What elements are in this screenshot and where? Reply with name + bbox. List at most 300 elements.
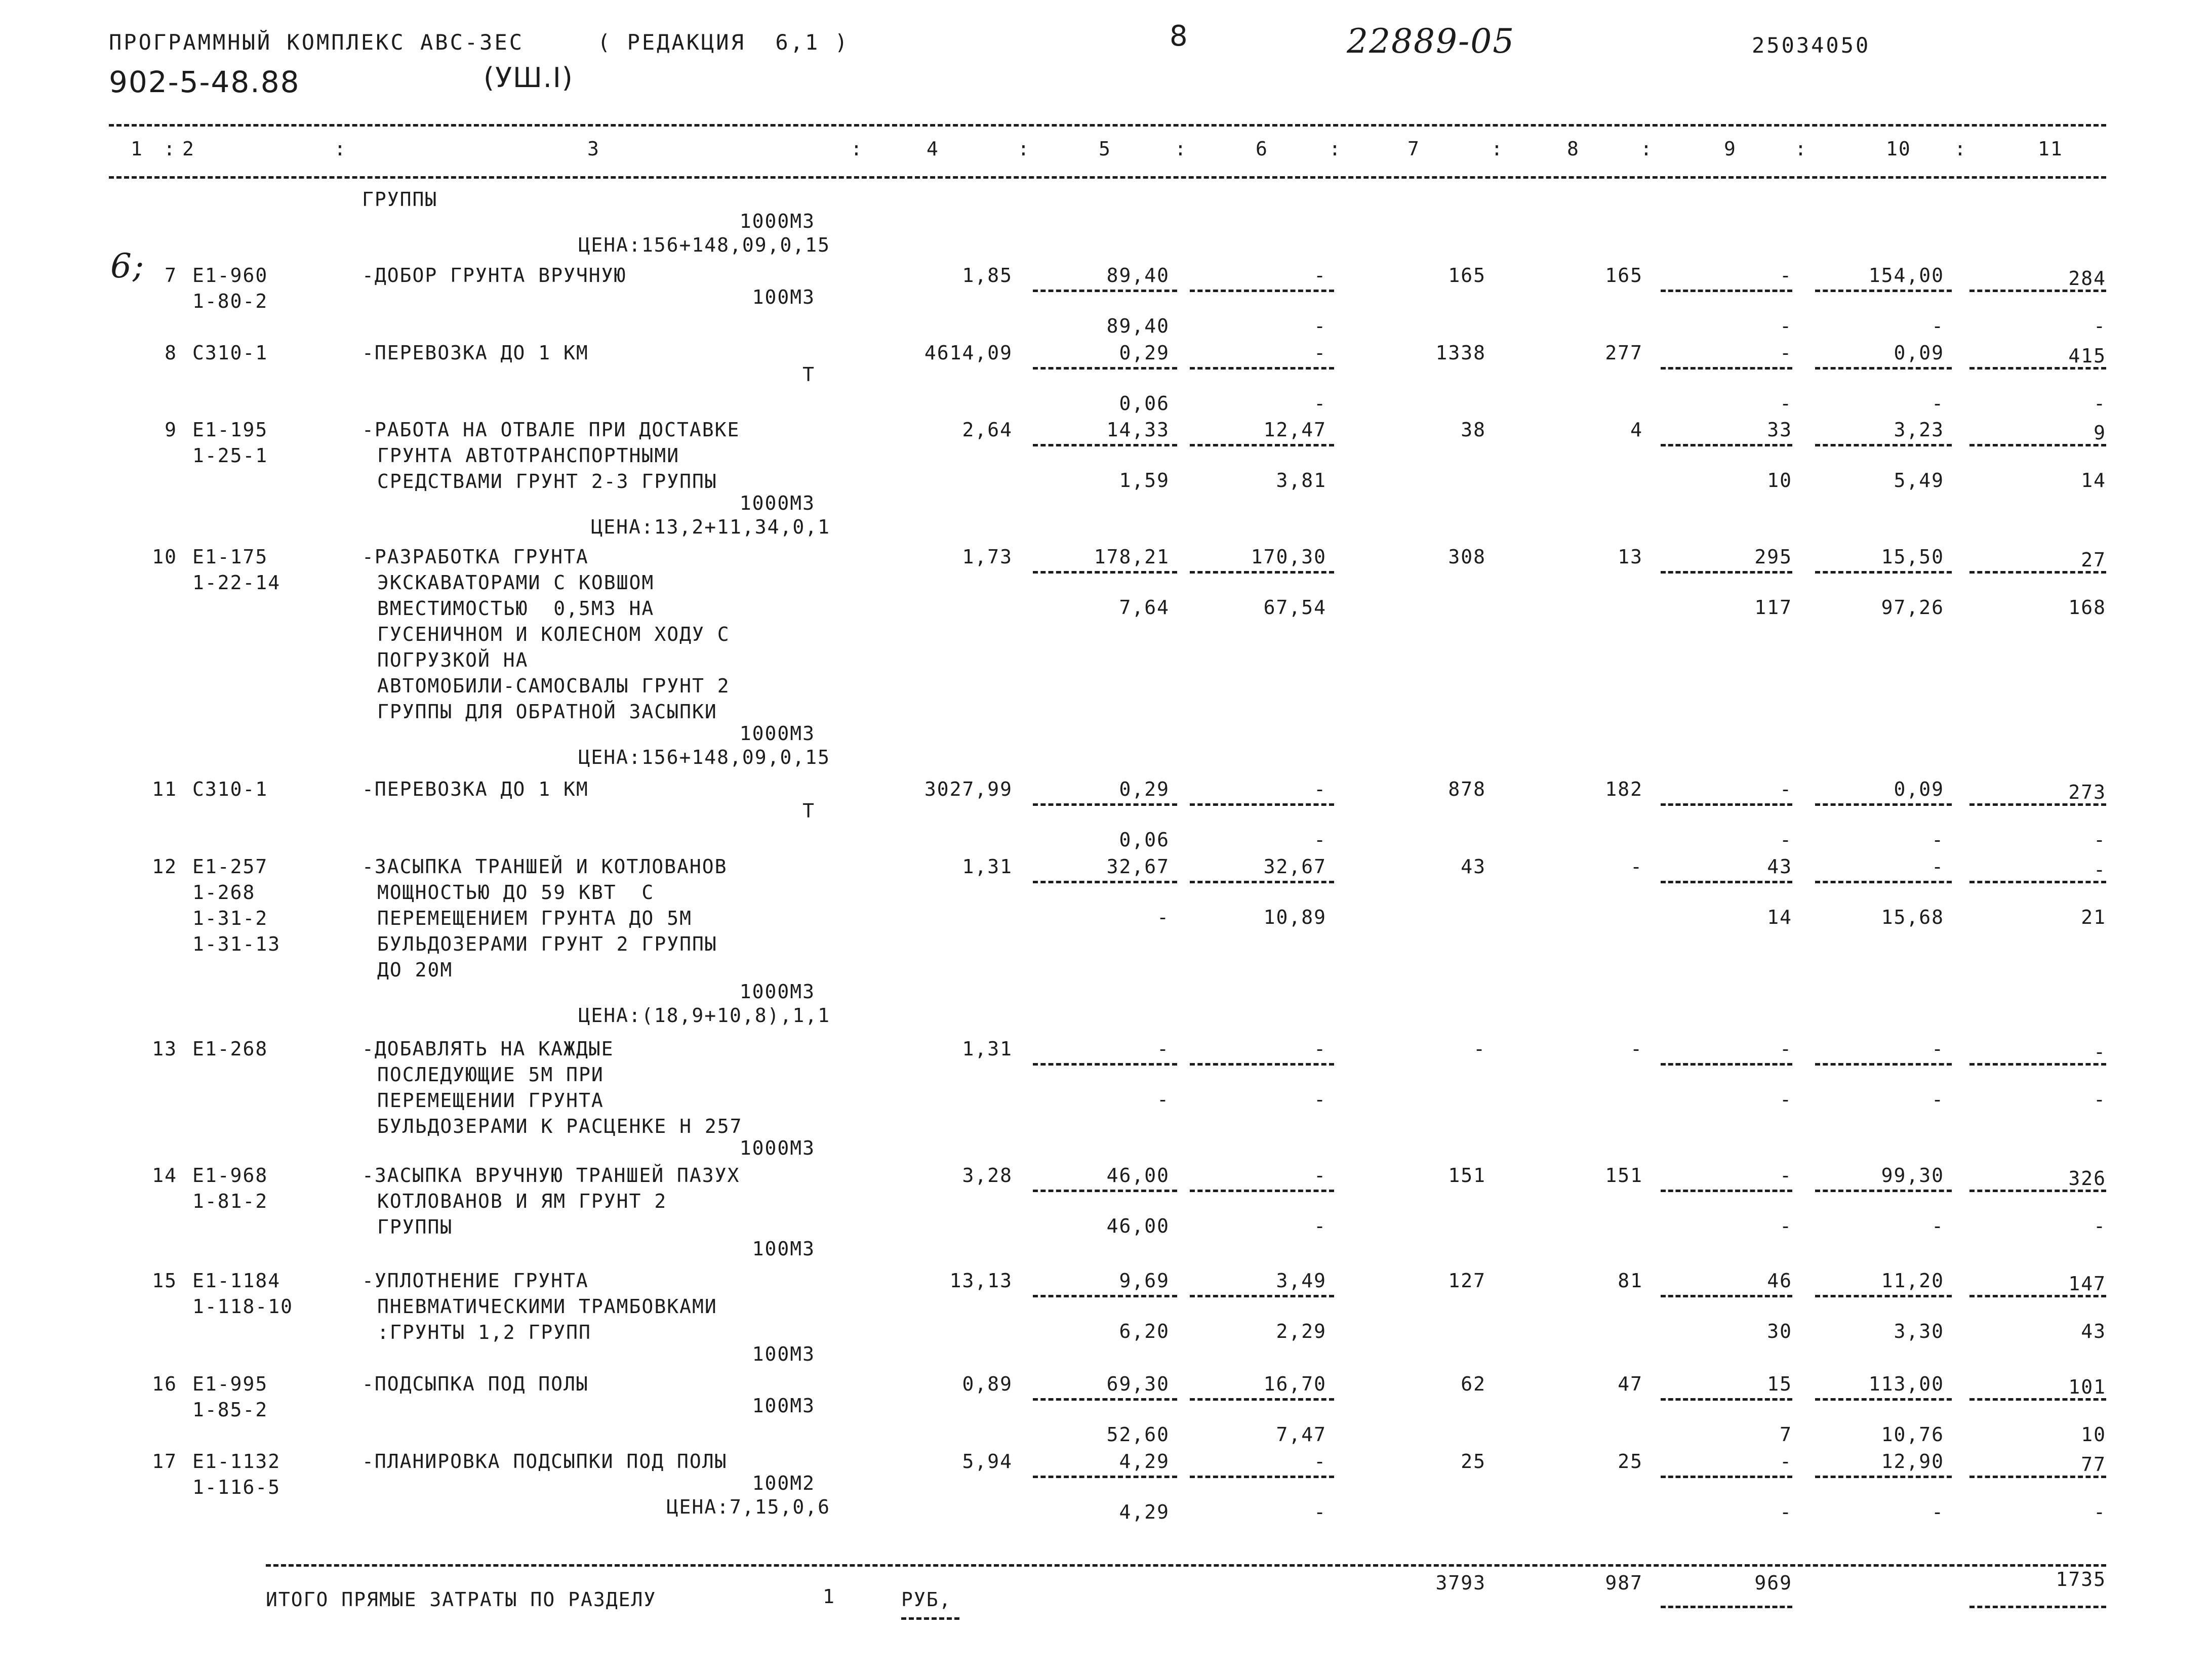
labor-value: 0,09 — [1894, 342, 1944, 364]
column-number: 11 — [2038, 138, 2063, 160]
wages-cost: 13 — [1618, 546, 1643, 568]
price-formula: ЦЕНА:13,2+11,34,0,1 — [591, 516, 830, 538]
handwritten-mark: 6; — [110, 247, 145, 285]
doc-code: 22889-05 — [1347, 22, 1515, 61]
labor-value-sub: 3,30 — [1894, 1320, 1944, 1342]
header-rule-bottom — [109, 176, 2106, 179]
column-number: 10 — [1886, 138, 1911, 160]
page-number: 8 — [1170, 20, 1189, 53]
work-description: -ДОБАВЛЯТЬ НА КАЖДЫЕ — [362, 1038, 614, 1060]
machine-total-sub: 30 — [1767, 1320, 1792, 1342]
unit-cost: 0,29 — [1119, 342, 1170, 364]
cost-divider — [1033, 571, 1177, 574]
quantity-value: 4614,09 — [924, 342, 1013, 364]
unit-label: Т — [802, 363, 815, 386]
total-col9-underline — [1661, 1606, 1792, 1608]
unit-label: 1000М3 — [739, 210, 815, 232]
total-cost: 127 — [1448, 1270, 1486, 1292]
work-description: -ДОБОР ГРУНТА ВРУЧНУЮ — [362, 264, 627, 287]
rate-code: 1-80-2 — [192, 290, 268, 312]
machine-cost: 170,30 — [1251, 546, 1326, 568]
unit-cost-sub: 7,64 — [1119, 596, 1170, 619]
column-number: 8 — [1567, 138, 1580, 160]
work-description: ПОГРУЗКОЙ НА — [377, 649, 529, 671]
cost-divider — [1661, 290, 1792, 292]
work-description: -ПЕРЕВОЗКА ДО 1 КМ — [362, 778, 589, 800]
cost-divider — [1661, 1190, 1792, 1192]
cost-divider — [1969, 571, 2106, 574]
unit-label: 100М2 — [752, 1472, 815, 1494]
total-col9: 969 — [1754, 1572, 1792, 1594]
labor-total: 284 — [2068, 267, 2106, 290]
cost-divider — [1969, 1190, 2106, 1192]
total-label: ИТОГО ПРЯМЫЕ ЗАТРАТЫ ПО РАЗДЕЛУ — [266, 1588, 657, 1611]
labor-total: - — [2094, 1041, 2106, 1063]
labor-total: 273 — [2068, 781, 2106, 803]
column-separator: : — [851, 138, 863, 160]
price-formula: ЦЕНА:7,15,0,6 — [666, 1496, 830, 1518]
wages-cost: - — [1630, 855, 1643, 878]
work-description: КОТЛОВАНОВ И ЯМ ГРУНТ 2 — [377, 1190, 667, 1212]
cost-divider — [1815, 367, 1952, 370]
column-number: 3 — [587, 138, 600, 160]
cost-divider — [1661, 1295, 1792, 1297]
total-cost: 878 — [1448, 778, 1486, 800]
row-number: 17 — [152, 1450, 177, 1473]
rate-code: Е1-268 — [192, 1038, 268, 1060]
machine-cost-sub: - — [1314, 829, 1326, 851]
unit-cost: 0,29 — [1119, 778, 1170, 800]
cost-divider — [1815, 881, 1952, 883]
cost-divider — [1033, 1295, 1177, 1297]
work-description: ПЕРЕМЕЩЕНИИ ГРУНТА — [377, 1089, 604, 1112]
cost-divider — [1969, 367, 2106, 370]
labor-total: - — [2094, 859, 2106, 881]
machine-cost: - — [1314, 778, 1326, 800]
cost-divider — [1033, 1398, 1177, 1401]
unit-cost-sub: 89,40 — [1106, 315, 1170, 337]
machine-total: 295 — [1754, 546, 1792, 568]
labor-total-sub: - — [2094, 1501, 2106, 1523]
cost-divider — [1969, 803, 2106, 806]
labor-value: - — [1932, 1038, 1944, 1060]
total-currency: РУБ, — [901, 1588, 952, 1611]
cost-divider — [1190, 444, 1334, 446]
cost-divider — [1190, 1476, 1334, 1478]
rate-code: Е1-1132 — [192, 1450, 281, 1473]
work-description: ГРУППЫ — [377, 1216, 453, 1238]
unit-cost-sub: 6,20 — [1119, 1320, 1170, 1342]
labor-value-sub: - — [1932, 392, 1944, 415]
column-separator: : — [1175, 138, 1187, 160]
machine-total: 43 — [1767, 855, 1792, 878]
rate-code: Е1-1184 — [192, 1270, 281, 1292]
column-number: 1 — [131, 138, 143, 160]
labor-total-sub: 10 — [2081, 1423, 2106, 1446]
labor-value-sub: 5,49 — [1894, 469, 1944, 492]
machine-cost-sub: 7,47 — [1276, 1423, 1326, 1446]
work-description: ПЕРЕМЕЩЕНИЕМ ГРУНТА ДО 5М — [377, 907, 692, 929]
work-description: СРЕДСТВАМИ ГРУНТ 2-3 ГРУППЫ — [377, 470, 717, 493]
column-separator: : — [1491, 138, 1504, 160]
cost-divider — [1190, 367, 1334, 370]
rate-code: 1-118-10 — [192, 1295, 294, 1318]
work-description: АВТОМОБИЛИ-САМОСВАЛЫ ГРУНТ 2 — [377, 675, 730, 697]
total-cost: 151 — [1448, 1164, 1486, 1187]
unit-label: Т — [802, 800, 815, 822]
column-number: 4 — [927, 138, 939, 160]
currency-underline — [901, 1617, 959, 1620]
total-cost: 38 — [1461, 419, 1486, 441]
machine-total-sub: 7 — [1780, 1423, 1792, 1446]
cost-divider — [1661, 881, 1792, 883]
cost-divider — [1190, 1295, 1334, 1297]
row-number: 10 — [152, 546, 177, 568]
cost-divider — [1969, 290, 2106, 292]
total-cost: 165 — [1448, 264, 1486, 287]
labor-total-sub: 14 — [2081, 469, 2106, 492]
unit-cost: 4,29 — [1119, 1450, 1170, 1473]
labor-total: 147 — [2068, 1273, 2106, 1295]
unit-label: 1000М3 — [739, 492, 815, 514]
cost-divider — [1033, 290, 1177, 292]
work-description: ГРУППЫ — [362, 188, 438, 211]
machine-cost-sub: 3,81 — [1276, 469, 1326, 492]
column-number: 5 — [1099, 138, 1111, 160]
machine-total-sub: 117 — [1754, 596, 1792, 619]
rate-code: 1-268 — [192, 881, 256, 904]
total-cost: 62 — [1461, 1373, 1486, 1395]
labor-total: 101 — [2068, 1376, 2106, 1398]
cost-divider — [1190, 571, 1334, 574]
cost-divider — [1661, 803, 1792, 806]
column-separator: : — [334, 138, 347, 160]
rate-code: 1-22-14 — [192, 571, 281, 594]
cost-divider — [1190, 803, 1334, 806]
machine-total-sub: - — [1780, 1088, 1792, 1111]
machine-total-sub: 10 — [1767, 469, 1792, 492]
labor-total: 415 — [2068, 345, 2106, 367]
cost-divider — [1969, 1063, 2106, 1066]
machine-cost: - — [1314, 264, 1326, 287]
cost-divider — [1190, 290, 1334, 292]
machine-cost: - — [1314, 1164, 1326, 1187]
quantity-value: 3,28 — [962, 1164, 1013, 1187]
rate-code: 1-85-2 — [192, 1399, 268, 1421]
column-number: 9 — [1724, 138, 1737, 160]
machine-total: - — [1780, 342, 1792, 364]
total-col8: 987 — [1605, 1572, 1643, 1594]
unit-cost: 9,69 — [1119, 1270, 1170, 1292]
rate-code: Е1-257 — [192, 855, 268, 878]
unit-cost: 32,67 — [1106, 855, 1170, 878]
column-separator: : — [1018, 138, 1030, 160]
machine-total-sub: - — [1780, 315, 1792, 337]
machine-total: - — [1780, 1164, 1792, 1187]
labor-total: 9 — [2094, 422, 2106, 444]
wages-cost: 151 — [1605, 1164, 1643, 1187]
total-col11-underline — [1969, 1606, 2106, 1608]
labor-total-sub: 43 — [2081, 1320, 2106, 1342]
wages-cost: 277 — [1605, 342, 1643, 364]
machine-total-sub: 14 — [1767, 906, 1792, 928]
total-cost: - — [1473, 1038, 1486, 1060]
machine-cost-sub: - — [1314, 315, 1326, 337]
rate-code: Е1-195 — [192, 419, 268, 441]
work-description: ГРУНТА АВТОТРАНСПОРТНЫМИ — [377, 444, 680, 467]
labor-value-sub: 10,76 — [1881, 1423, 1944, 1446]
rate-code: Е1-960 — [192, 264, 268, 287]
machine-total: 46 — [1767, 1270, 1792, 1292]
rate-code: 1-25-1 — [192, 444, 268, 467]
labor-total: 27 — [2081, 549, 2106, 571]
total-col11: 1735 — [2056, 1568, 2106, 1590]
work-description: -РАЗРАБОТКА ГРУНТА — [362, 546, 589, 568]
cost-divider — [1969, 1295, 2106, 1297]
work-description: БУЛЬДОЗЕРАМИ К РАСЦЕНКЕ Н 257 — [377, 1115, 743, 1137]
cost-divider — [1661, 444, 1792, 446]
labor-value: 15,50 — [1881, 546, 1944, 568]
total-cost: 25 — [1461, 1450, 1486, 1473]
cost-divider — [1661, 571, 1792, 574]
unit-cost-sub: 0,06 — [1119, 392, 1170, 415]
unit-cost: 46,00 — [1106, 1164, 1170, 1187]
machine-cost-sub: - — [1314, 1501, 1326, 1523]
machine-total: - — [1780, 778, 1792, 800]
wages-cost: 81 — [1618, 1270, 1643, 1292]
rate-code: 1-116-5 — [192, 1476, 281, 1498]
labor-value: - — [1932, 855, 1944, 878]
labor-total-sub: 168 — [2068, 596, 2106, 619]
labor-value: 154,00 — [1868, 264, 1944, 287]
rate-code: 1-31-2 — [192, 907, 268, 929]
cost-divider — [1190, 1190, 1334, 1192]
total-col7: 3793 — [1435, 1572, 1486, 1594]
machine-total: - — [1780, 1038, 1792, 1060]
code-number: 25034050 — [1752, 33, 1871, 58]
total-cost: 308 — [1448, 546, 1486, 568]
labor-value-sub: - — [1932, 315, 1944, 337]
row-number: 8 — [165, 342, 177, 364]
work-description: -ЗАСЫПКА ВРУЧНУЮ ТРАНШЕЙ ПАЗУХ — [362, 1164, 740, 1187]
quantity-value: 1,31 — [962, 855, 1013, 878]
work-description: МОЩНОСТЬЮ ДО 59 КВТ С — [377, 881, 655, 904]
row-number: 14 — [152, 1164, 177, 1187]
labor-value: 11,20 — [1881, 1270, 1944, 1292]
machine-total-sub: - — [1780, 829, 1792, 851]
cost-divider — [1661, 1476, 1792, 1478]
quantity-value: 2,64 — [962, 419, 1013, 441]
row-number: 15 — [152, 1270, 177, 1292]
unit-label: 100М3 — [752, 286, 815, 308]
row-number: 7 — [165, 264, 177, 287]
unit-cost: 89,40 — [1106, 264, 1170, 287]
total-cost: 43 — [1461, 855, 1486, 878]
labor-total-sub: - — [2094, 829, 2106, 851]
labor-total-sub: - — [2094, 1088, 2106, 1111]
cost-divider — [1815, 1398, 1952, 1401]
column-number: 2 — [182, 138, 195, 160]
labor-value: 99,30 — [1881, 1164, 1944, 1187]
quantity-value: 5,94 — [962, 1450, 1013, 1473]
edition-label: ( РЕДАКЦИЯ 6,1 ) — [597, 30, 850, 55]
cost-divider — [1661, 367, 1792, 370]
quantity-value: 1,85 — [962, 264, 1013, 287]
quantity-value: 3027,99 — [924, 778, 1013, 800]
cost-divider — [1969, 881, 2106, 883]
labor-value-sub: - — [1932, 1501, 1944, 1523]
quantity-value: 1,31 — [962, 1038, 1013, 1060]
unit-cost: - — [1157, 1038, 1170, 1060]
wages-cost: 165 — [1605, 264, 1643, 287]
work-description: -РАБОТА НА ОТВАЛЕ ПРИ ДОСТАВКЕ — [362, 419, 740, 441]
cost-divider — [1969, 1398, 2106, 1401]
machine-total-sub: - — [1780, 1501, 1792, 1523]
machine-cost: 3,49 — [1276, 1270, 1326, 1292]
unit-cost-sub: 46,00 — [1106, 1215, 1170, 1237]
cost-divider — [1815, 290, 1952, 292]
wages-cost: - — [1630, 1038, 1643, 1060]
work-description: ГРУППЫ ДЛЯ ОБРАТНОЙ ЗАСЫПКИ — [377, 701, 717, 723]
cost-divider — [1661, 1063, 1792, 1066]
rate-code: 1-81-2 — [192, 1190, 268, 1212]
labor-value-sub: - — [1932, 1215, 1944, 1237]
unit-cost: 69,30 — [1106, 1373, 1170, 1395]
machine-cost: - — [1314, 1450, 1326, 1473]
machine-total: - — [1780, 264, 1792, 287]
machine-cost-sub: 67,54 — [1263, 596, 1326, 619]
work-description: ВМЕСТИМОСТЬЮ 0,5М3 НА — [377, 597, 655, 620]
unit-label: 100М3 — [752, 1238, 815, 1260]
quantity-value: 13,13 — [949, 1270, 1013, 1292]
cost-divider — [1969, 444, 2106, 446]
cost-divider — [1033, 444, 1177, 446]
cost-divider — [1033, 1476, 1177, 1478]
quantity-value: 0,89 — [962, 1373, 1013, 1395]
rate-code: 1-31-13 — [192, 933, 281, 955]
project-number: 902-5-48.88 — [109, 65, 300, 99]
machine-cost: - — [1314, 1038, 1326, 1060]
labor-value-sub: - — [1932, 829, 1944, 851]
row-number: 13 — [152, 1038, 177, 1060]
wages-cost: 182 — [1605, 778, 1643, 800]
rate-code: Е1-968 — [192, 1164, 268, 1187]
machine-cost: 32,67 — [1263, 855, 1326, 878]
cost-divider — [1815, 1063, 1952, 1066]
machine-cost-sub: 2,29 — [1276, 1320, 1326, 1342]
labor-value-sub: 97,26 — [1881, 596, 1944, 619]
cost-divider — [1815, 1295, 1952, 1297]
cost-divider — [1033, 1190, 1177, 1192]
machine-cost-sub: - — [1314, 1215, 1326, 1237]
row-number: 9 — [165, 419, 177, 441]
column-separator: : — [1640, 138, 1653, 160]
labor-value-sub: 15,68 — [1881, 906, 1944, 928]
unit-cost-sub: 52,60 — [1106, 1423, 1170, 1446]
machine-total: 15 — [1767, 1373, 1792, 1395]
cost-divider — [1190, 1063, 1334, 1066]
machine-cost: 12,47 — [1263, 419, 1326, 441]
row-number: 12 — [152, 855, 177, 878]
column-separator: : — [164, 138, 176, 160]
volume-label: (УШ.I) — [484, 62, 574, 94]
cost-divider — [1661, 1398, 1792, 1401]
labor-value-sub: - — [1932, 1088, 1944, 1111]
column-separator: : — [1329, 138, 1342, 160]
program-title: ПРОГРАММНЫЙ КОМПЛЕКС АВС-3ЕС — [109, 30, 525, 55]
unit-label: 1000М3 — [739, 722, 815, 745]
machine-total: 33 — [1767, 419, 1792, 441]
column-number: 7 — [1407, 138, 1420, 160]
total-rule — [266, 1564, 2106, 1567]
cost-divider — [1190, 881, 1334, 883]
quantity-value: 1,73 — [962, 546, 1013, 568]
wages-cost: 47 — [1618, 1373, 1643, 1395]
labor-value: 113,00 — [1868, 1373, 1944, 1395]
work-description: -ПОДСЫПКА ПОД ПОЛЫ — [362, 1373, 589, 1395]
cost-divider — [1969, 1476, 2106, 1478]
work-description: ГУСЕНИЧНОМ И КОЛЕСНОМ ХОДУ С — [377, 623, 730, 645]
cost-divider — [1815, 1190, 1952, 1192]
wages-cost: 25 — [1618, 1450, 1643, 1473]
machine-cost: 16,70 — [1263, 1373, 1326, 1395]
wages-cost: 4 — [1630, 419, 1643, 441]
labor-value: 0,09 — [1894, 778, 1944, 800]
machine-cost: - — [1314, 342, 1326, 364]
labor-total: 326 — [2068, 1167, 2106, 1190]
cost-divider — [1815, 803, 1952, 806]
labor-total-sub: - — [2094, 392, 2106, 415]
row-number: 16 — [152, 1373, 177, 1395]
cost-divider — [1815, 444, 1952, 446]
work-description: ДО 20М — [377, 959, 453, 981]
column-separator: : — [1954, 138, 1967, 160]
machine-cost-sub: - — [1314, 392, 1326, 415]
labor-value: 3,23 — [1894, 419, 1944, 441]
cost-divider — [1815, 1476, 1952, 1478]
unit-cost: 178,21 — [1094, 546, 1170, 568]
machine-total: - — [1780, 1450, 1792, 1473]
total-section: 1 — [823, 1585, 835, 1608]
cost-divider — [1033, 881, 1177, 883]
rate-code: Е1-175 — [192, 546, 268, 568]
price-formula: ЦЕНА:(18,9+10,8),1,1 — [578, 1004, 830, 1027]
rate-code: С310-1 — [192, 342, 268, 364]
price-formula: ЦЕНА:156+148,09,0,15 — [578, 746, 830, 768]
price-formula: ЦЕНА:156+148,09,0,15 — [578, 234, 830, 256]
rate-code: Е1-995 — [192, 1373, 268, 1395]
cost-divider — [1190, 1398, 1334, 1401]
cost-divider — [1033, 803, 1177, 806]
rate-code: С310-1 — [192, 778, 268, 800]
column-number: 6 — [1256, 138, 1268, 160]
total-cost: 1338 — [1435, 342, 1486, 364]
unit-cost-sub: 4,29 — [1119, 1501, 1170, 1523]
work-description: :ГРУНТЫ 1,2 ГРУПП — [377, 1321, 591, 1343]
labor-total-sub: - — [2094, 315, 2106, 337]
column-separator: : — [1795, 138, 1807, 160]
cost-divider — [1033, 1063, 1177, 1066]
unit-cost-sub: - — [1157, 1088, 1170, 1111]
cost-divider — [1033, 367, 1177, 370]
machine-total-sub: - — [1780, 392, 1792, 415]
work-description: -ПЕРЕВОЗКА ДО 1 КМ — [362, 342, 589, 364]
work-description: ЭКСКАВАТОРАМИ С КОВШОМ — [377, 571, 655, 594]
work-description: ПОСЛЕДУЮЩИЕ 5М ПРИ — [377, 1064, 604, 1086]
work-description: БУЛЬДОЗЕРАМИ ГРУНТ 2 ГРУППЫ — [377, 933, 717, 955]
unit-label: 100М3 — [752, 1395, 815, 1417]
row-number: 11 — [152, 778, 177, 800]
